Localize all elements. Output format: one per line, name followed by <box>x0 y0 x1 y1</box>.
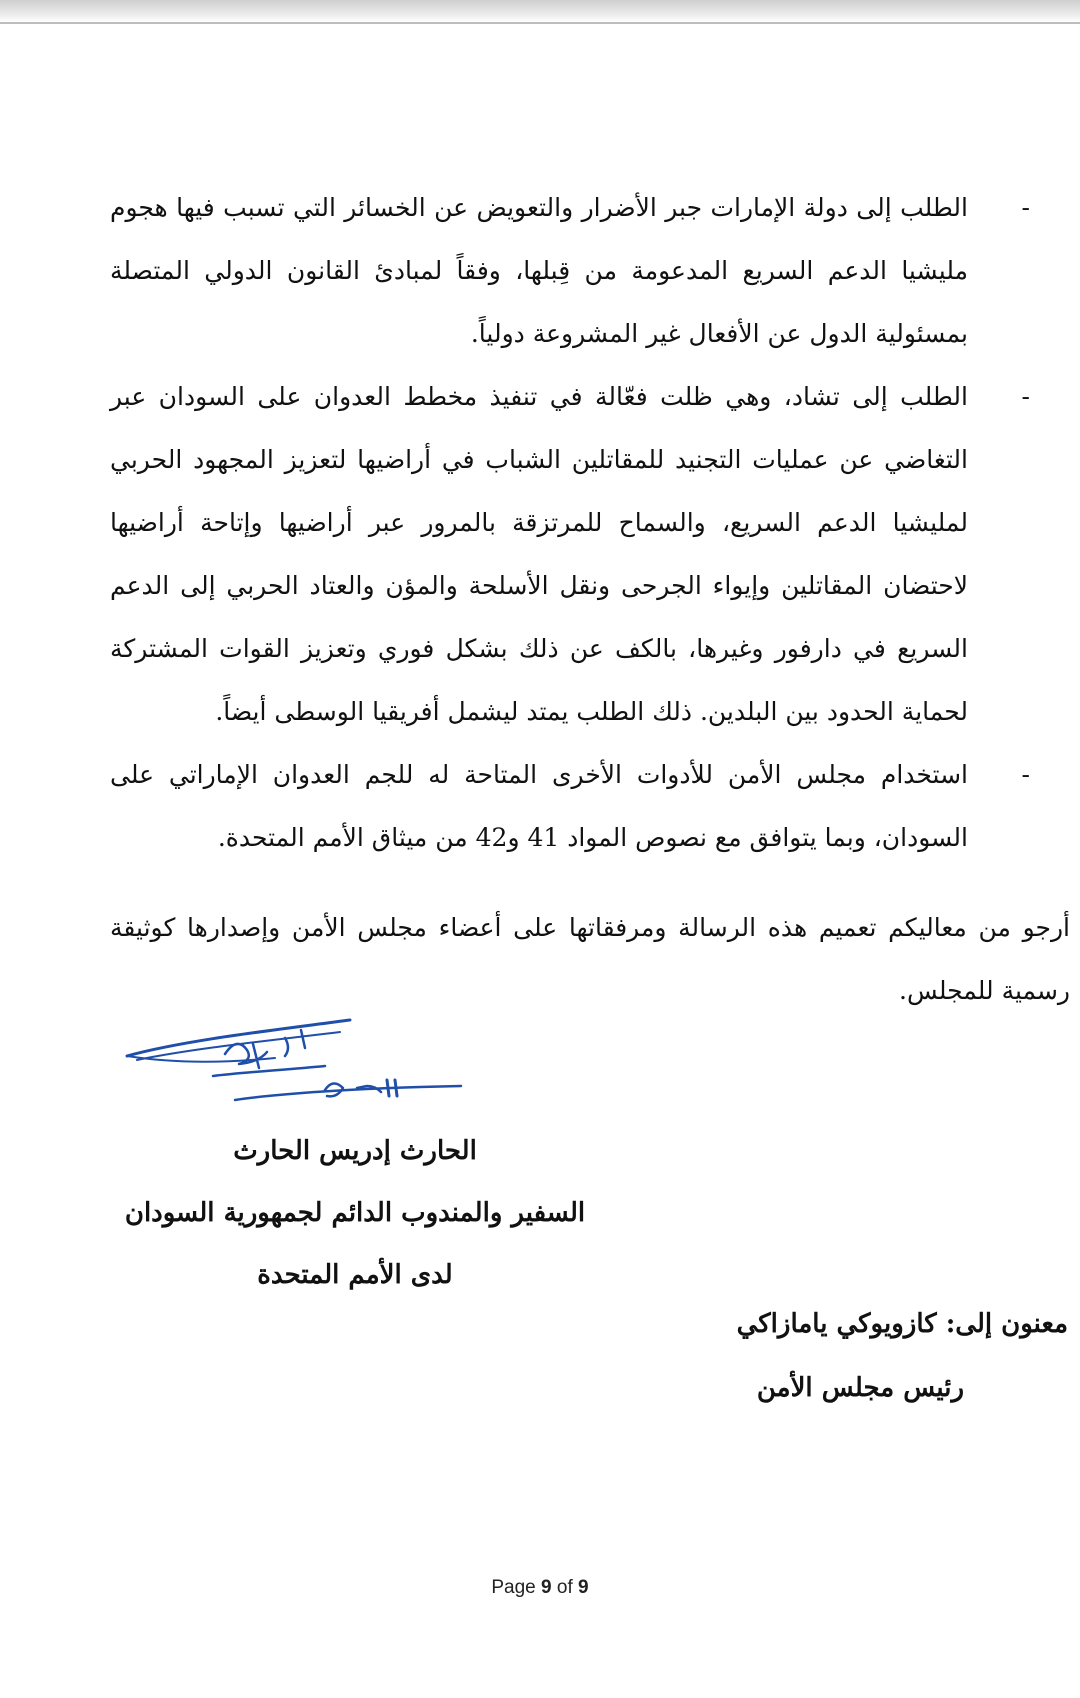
top-border <box>0 0 1080 22</box>
bullet-text: الطلب إلى تشاد، وهي ظلت فعّالة في تنفيذ مخطط العدوان على السودان عبر التغاضي عن عمليات التجنيد للمقاتلين الشباب في أراضيها لتعزيز المجهود الحربي لمليشيا الدعم السريع، والسماح للمرتزقة بالمرور عبر أراضيها وإتاحة أراضيها لاحتضان المقاتلين وإيواء الجرحى ونقل الأسلحة والمؤن والعتاد الحربي إلى الدعم السريع في دارفور وغيرها، بالكف عن ذلك بشكل فوري وتعزيز القوات المشتركة لحماية الحدود بين البلدين. ذلك الطلب يمتد ليشمل أفريقيا الوسطى أيضاً. <box>110 382 968 726</box>
page-total: 9 <box>578 1577 589 1598</box>
list-item <box>110 176 1030 365</box>
bullet-marker: - <box>1021 193 1030 222</box>
bullet-text: استخدام مجلس الأمن للأدوات الأخرى المتاحة له للجم العدوان الإماراتي على السودان، وبما يتوافق مع نصوص المواد 41 و42 من ميثاق الأمم المتحدة. <box>110 760 968 852</box>
signatory-organization: لدى الأمم المتحدة <box>257 1260 453 1290</box>
list-item <box>110 743 1030 869</box>
addressee-name: معنون إلى: كازويوكي يامازاكي <box>736 1309 1068 1339</box>
signatory-name: الحارث إدريس الحارث <box>233 1136 477 1166</box>
page-label: Page <box>491 1577 536 1598</box>
top-divider <box>0 22 1080 24</box>
bullet-marker: - <box>1021 760 1030 789</box>
addressee-title: رئيس مجلس الأمن <box>756 1373 964 1403</box>
page-number: 9 <box>541 1577 552 1598</box>
handwritten-signature <box>125 1018 515 1128</box>
signature-block <box>100 1120 610 1306</box>
page-of-label: of <box>556 1577 573 1598</box>
bullet-text: الطلب إلى دولة الإمارات جبر الأضرار والتعويض عن الخسائر التي تسبب فيها هجوم مليشيا الدعم السريع المدعومة من قِبلها، وفقاً لمبادئ القانون الدولي المتصلة بمسئولية الدول عن الأفعال غير المشروعة دولياً. <box>110 193 968 348</box>
page-footer <box>0 1577 1080 1599</box>
addressee-block <box>737 1292 1068 1420</box>
signatory-title: السفير والمندوب الدائم لجمهورية السودان <box>124 1198 586 1228</box>
list-item <box>110 365 1030 743</box>
bullet-marker: - <box>1021 382 1030 411</box>
closing-paragraph: أرجو من معاليكم تعميم هذه الرسالة ومرفقاتها على أعضاء مجلس الأمن وإصدارها كوثيقة رسمية للمجلس. <box>110 913 1070 1005</box>
demands-list <box>110 176 1030 869</box>
